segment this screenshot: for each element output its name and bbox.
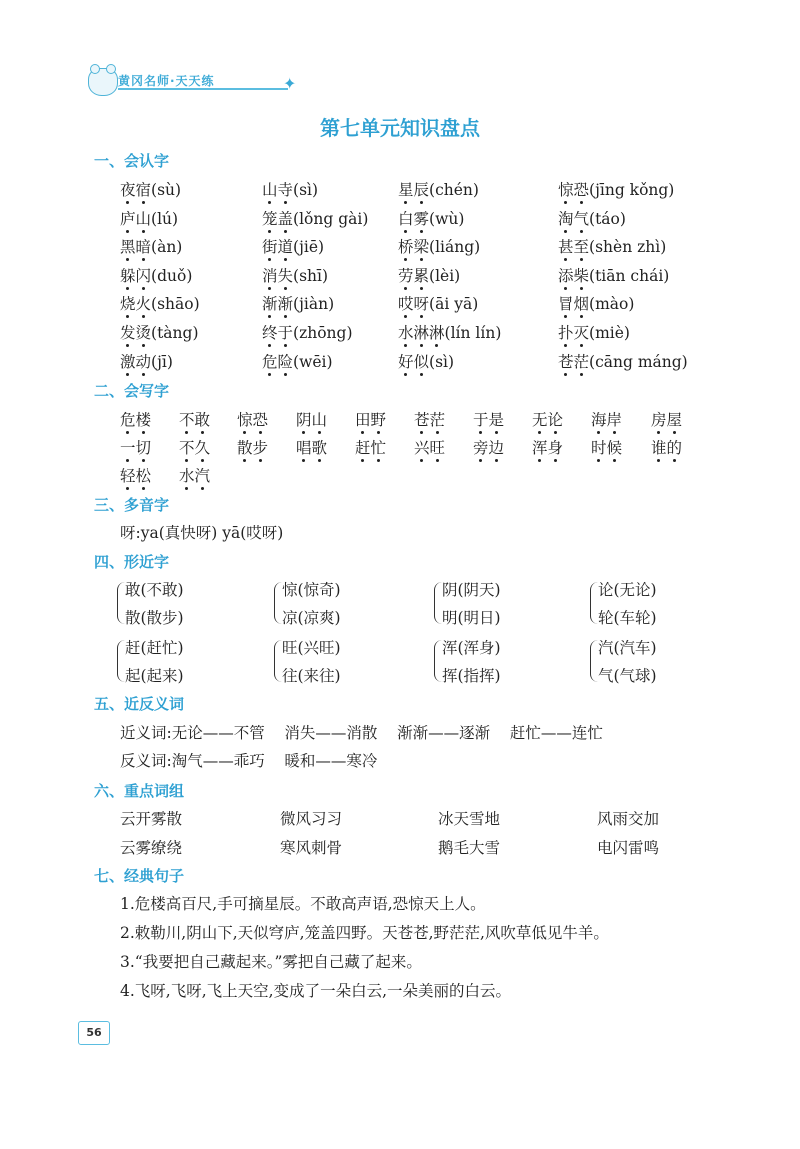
write-word — [179, 408, 210, 430]
section-heading-recognize: 一、会认字 — [94, 152, 170, 170]
emphasis-char: 旁 — [473, 436, 489, 458]
write-word — [473, 436, 504, 458]
emphasis-char: 似 — [414, 350, 430, 372]
emphasis-char: 劳 — [398, 264, 414, 286]
recognize-word: 淘气(táo) — [558, 207, 626, 229]
emphasis-char: 扑 — [558, 321, 574, 343]
similar-char: 气(气球) — [598, 667, 657, 685]
emphasis-char: 渐 — [262, 292, 278, 314]
emphasis-char: 激 — [120, 350, 136, 372]
emphasis-char: 汽 — [195, 464, 211, 486]
phrase-item: 鹅毛大雪 — [438, 839, 501, 857]
emphasis-char: 街 — [262, 235, 278, 257]
recognize-word: 黑暗(àn) — [120, 235, 182, 257]
recognize-word: 激动(jī) — [120, 350, 173, 372]
recognize-word: 好似(sì) — [398, 350, 454, 372]
emphasis-char: 候 — [607, 436, 623, 458]
phrase-item: 云开雾散 — [120, 810, 183, 828]
sentence-row — [0, 921, 800, 945]
emphasis-char: 桥 — [398, 235, 414, 257]
emphasis-char: 轻 — [120, 464, 136, 486]
emphasis-char: 浑 — [532, 436, 548, 458]
similar-char: 汽(汽车) — [598, 639, 657, 657]
write-word — [120, 408, 151, 430]
similar-char: 论(无论) — [598, 581, 657, 599]
emphasis-char: 苍 — [414, 408, 430, 430]
emphasis-char: 夜 — [120, 178, 136, 200]
sparkle-icon: ✦ — [283, 74, 297, 93]
sentence-row — [0, 892, 800, 916]
emphasis-char: 山 — [262, 178, 278, 200]
recognize-word: 惊恐(jīng kǒng) — [558, 178, 674, 200]
sentence-row — [0, 979, 800, 1003]
emphasis-char: 淋 — [429, 321, 445, 343]
sentence-text: 1.危楼高百尺,手可摘星辰。不敢高声语,恐惊天上人。 — [120, 895, 486, 913]
write-word — [414, 408, 445, 430]
recognize-word: 水淋淋(lín lín) — [398, 321, 501, 343]
emphasis-char: 时 — [591, 436, 607, 458]
similar-char-row — [0, 606, 800, 630]
emphasis-char: 野 — [371, 408, 387, 430]
emphasis-char: 白 — [398, 207, 414, 229]
write-word — [237, 408, 268, 430]
emphasis-char: 于 — [473, 408, 489, 430]
recognize-row — [0, 207, 800, 231]
emphasis-char: 敢 — [195, 408, 211, 430]
emphasis-char: 气 — [574, 207, 590, 229]
emphasis-char: 惊 — [237, 408, 253, 430]
recognize-word: 危险(wēi) — [262, 350, 333, 372]
recognize-word: 桥梁(liáng) — [398, 235, 480, 257]
emphasis-char: 暗 — [136, 235, 152, 257]
recognize-word: 山寺(sì) — [262, 178, 318, 200]
emphasis-char: 烟 — [574, 292, 590, 314]
emphasis-char: 烧 — [120, 292, 136, 314]
emphasis-char: 淋 — [414, 321, 430, 343]
emphasis-char: 于 — [278, 321, 294, 343]
section-heading-polyphone: 三、多音字 — [94, 496, 170, 514]
emphasis-char: 雾 — [414, 207, 430, 229]
emphasis-char: 兴 — [414, 436, 430, 458]
emphasis-char: 屋 — [667, 408, 683, 430]
antonyms-line — [0, 749, 800, 773]
page-title: 第七单元知识盘点 — [320, 116, 480, 140]
emphasis-char: 海 — [591, 408, 607, 430]
write-word — [120, 464, 151, 486]
emphasis-char: 道 — [278, 235, 294, 257]
write-word — [591, 408, 622, 430]
write-word — [651, 436, 682, 458]
bear-icon — [88, 68, 118, 96]
emphasis-char: 淘 — [558, 207, 574, 229]
phrase-row — [0, 807, 800, 831]
emphasis-char: 旺 — [430, 436, 446, 458]
emphasis-char: 辰 — [414, 178, 430, 200]
recognize-word: 渐渐(jiàn) — [262, 292, 334, 314]
similar-char: 旺(兴旺) — [282, 639, 341, 657]
emphasis-char: 不 — [179, 408, 195, 430]
recognize-row — [0, 350, 800, 374]
recognize-row — [0, 264, 800, 288]
recognize-word: 扑灭(miè) — [558, 321, 630, 343]
similar-char-row — [0, 636, 800, 660]
emphasis-char: 无 — [532, 408, 548, 430]
recognize-row — [0, 178, 800, 202]
phrase-item: 电闪雷鸣 — [597, 839, 660, 857]
recognize-word: 终于(zhōng) — [262, 321, 353, 343]
sentence-text: 3.“我要把自己藏起来。”雾把自己藏了起来。 — [120, 953, 422, 971]
section-heading-phrases: 六、重点词组 — [94, 782, 185, 800]
emphasis-char: 水 — [179, 464, 195, 486]
write-word — [179, 464, 210, 486]
emphasis-char: 动 — [136, 350, 152, 372]
similar-char: 阴(阴天) — [442, 581, 501, 599]
emphasis-char: 一 — [120, 436, 136, 458]
polyphone-text: 呀:ya(真快呀) yā(哎呀) — [120, 524, 284, 542]
recognize-word: 星辰(chén) — [398, 178, 479, 200]
emphasis-char: 发 — [120, 321, 136, 343]
write-row — [0, 436, 800, 460]
emphasis-char: 岸 — [607, 408, 623, 430]
phrase-item: 寒风刺骨 — [280, 839, 343, 857]
emphasis-char: 黑 — [120, 235, 136, 257]
similar-char-row — [0, 664, 800, 688]
write-word — [355, 408, 386, 430]
section-heading-synonyms: 五、近反义词 — [94, 695, 185, 713]
emphasis-char: 水 — [398, 321, 414, 343]
header-logo — [88, 68, 297, 98]
emphasis-char: 房 — [651, 408, 667, 430]
emphasis-char: 恐 — [253, 408, 269, 430]
emphasis-char: 山 — [136, 207, 152, 229]
emphasis-char: 步 — [253, 436, 269, 458]
emphasis-char: 柴 — [574, 264, 590, 286]
emphasis-char: 茫 — [430, 408, 446, 430]
brand-underline — [118, 88, 288, 90]
emphasis-char: 是 — [489, 408, 505, 430]
brand-name: 黄冈名师·天天练 — [118, 74, 215, 88]
emphasis-char: 灭 — [574, 321, 590, 343]
emphasis-char: 苍 — [558, 350, 574, 372]
recognize-word: 庐山(lú) — [120, 207, 178, 229]
emphasis-char: 火 — [136, 292, 152, 314]
emphasis-char: 不 — [179, 436, 195, 458]
recognize-word: 街道(jiē) — [262, 235, 324, 257]
recognize-row — [0, 235, 800, 259]
write-word — [651, 408, 682, 430]
emphasis-char: 的 — [667, 436, 683, 458]
emphasis-char: 山 — [312, 408, 328, 430]
emphasis-char: 危 — [120, 408, 136, 430]
emphasis-char: 躲 — [120, 264, 136, 286]
emphasis-char: 累 — [414, 264, 430, 286]
emphasis-char: 久 — [195, 436, 211, 458]
phrase-item: 冰天雪地 — [438, 810, 501, 828]
emphasis-char: 歌 — [312, 436, 328, 458]
write-row — [0, 408, 800, 432]
write-word — [591, 436, 622, 458]
emphasis-char: 松 — [136, 464, 152, 486]
emphasis-char: 论 — [548, 408, 564, 430]
emphasis-char: 田 — [355, 408, 371, 430]
synonyms-text: 近义词:无论——不管 消失——消散 渐渐——逐渐 赶忙——连忙 — [120, 724, 603, 742]
emphasis-char: 阴 — [296, 408, 312, 430]
emphasis-char: 庐 — [120, 207, 136, 229]
emphasis-char: 渐 — [278, 292, 294, 314]
emphasis-char: 宿 — [136, 178, 152, 200]
similar-char: 往(来往) — [282, 667, 341, 685]
emphasis-char: 赶 — [355, 436, 371, 458]
recognize-word: 夜宿(sù) — [120, 178, 181, 200]
emphasis-char: 恐 — [574, 178, 590, 200]
recognize-word: 冒烟(mào) — [558, 292, 634, 314]
write-row — [0, 464, 800, 488]
emphasis-char: 危 — [262, 350, 278, 372]
phrase-row — [0, 836, 800, 860]
emphasis-char: 盖 — [278, 207, 294, 229]
recognize-row — [0, 292, 800, 316]
similar-char: 惊(惊奇) — [282, 581, 341, 599]
write-word — [532, 408, 563, 430]
similar-char: 挥(指挥) — [442, 667, 501, 685]
phrase-item: 风雨交加 — [597, 810, 660, 828]
polyphone-line — [0, 521, 800, 545]
similar-char: 赶(赶忙) — [125, 639, 184, 657]
write-word — [532, 436, 563, 458]
emphasis-char: 笼 — [262, 207, 278, 229]
recognize-word: 哎呀(āi yā) — [398, 292, 478, 314]
emphasis-char: 楼 — [136, 408, 152, 430]
emphasis-char: 闪 — [136, 264, 152, 286]
emphasis-char: 好 — [398, 350, 414, 372]
phrase-item: 云雾缭绕 — [120, 839, 183, 857]
write-word — [296, 436, 327, 458]
emphasis-char: 险 — [278, 350, 294, 372]
recognize-word: 白雾(wù) — [398, 207, 464, 229]
recognize-word: 笼盖(lǒng gài) — [262, 207, 368, 229]
section-heading-sentences: 七、经典句子 — [94, 867, 185, 885]
emphasis-char: 惊 — [558, 178, 574, 200]
emphasis-char: 终 — [262, 321, 278, 343]
synonyms-line — [0, 721, 800, 745]
emphasis-char: 哎 — [398, 292, 414, 314]
recognize-word: 劳累(lèi) — [398, 264, 460, 286]
page-number: 56 — [78, 1021, 110, 1045]
emphasis-char: 梁 — [414, 235, 430, 257]
similar-char: 敢(不敢) — [125, 581, 184, 599]
emphasis-char: 谁 — [651, 436, 667, 458]
recognize-word: 烧火(shāo) — [120, 292, 200, 314]
emphasis-char: 茫 — [574, 350, 590, 372]
similar-char: 浑(浑身) — [442, 639, 501, 657]
emphasis-char: 边 — [489, 436, 505, 458]
write-word — [355, 436, 386, 458]
emphasis-char: 星 — [398, 178, 414, 200]
write-word — [414, 436, 445, 458]
recognize-word: 添柴(tiān chái) — [558, 264, 669, 286]
emphasis-char: 唱 — [296, 436, 312, 458]
similar-char: 散(散步) — [125, 609, 184, 627]
emphasis-char: 冒 — [558, 292, 574, 314]
sentence-text: 2.敕勒川,阴山下,天似穹庐,笼盖四野。天苍苍,野茫茫,风吹草低见牛羊。 — [120, 924, 609, 942]
similar-char: 轮(车轮) — [598, 609, 657, 627]
emphasis-char: 至 — [574, 235, 590, 257]
write-word — [120, 436, 151, 458]
emphasis-char: 添 — [558, 264, 574, 286]
similar-char: 起(起来) — [125, 667, 184, 685]
recognize-word: 发烫(tàng) — [120, 321, 199, 343]
emphasis-char: 忙 — [371, 436, 387, 458]
sentence-text: 4.飞呀,飞呀,飞上天空,变成了一朵白云,一朵美丽的白云。 — [120, 982, 511, 1000]
write-word — [179, 436, 210, 458]
emphasis-char: 切 — [136, 436, 152, 458]
sentence-row — [0, 950, 800, 974]
recognize-word: 躲闪(duǒ) — [120, 264, 192, 286]
recognize-word: 消失(shī) — [262, 264, 328, 286]
emphasis-char: 失 — [278, 264, 294, 286]
emphasis-char: 烫 — [136, 321, 152, 343]
similar-char: 凉(凉爽) — [282, 609, 341, 627]
recognize-row — [0, 321, 800, 345]
similar-char: 明(明日) — [442, 609, 501, 627]
recognize-word: 甚至(shèn zhì) — [558, 235, 666, 257]
emphasis-char: 呀 — [414, 292, 430, 314]
emphasis-char: 消 — [262, 264, 278, 286]
similar-char-row — [0, 578, 800, 602]
section-heading-similar: 四、形近字 — [94, 553, 170, 571]
recognize-word: 苍茫(cāng máng) — [558, 350, 688, 372]
emphasis-char: 散 — [237, 436, 253, 458]
emphasis-char: 甚 — [558, 235, 574, 257]
emphasis-char: 身 — [548, 436, 564, 458]
write-word — [237, 436, 268, 458]
emphasis-char: 寺 — [278, 178, 294, 200]
write-word — [473, 408, 504, 430]
write-word — [296, 408, 327, 430]
section-heading-write: 二、会写字 — [94, 382, 170, 400]
antonyms-text: 反义词:淘气——乖巧 暖和——寒冷 — [120, 752, 378, 770]
phrase-item: 微风习习 — [280, 810, 343, 828]
